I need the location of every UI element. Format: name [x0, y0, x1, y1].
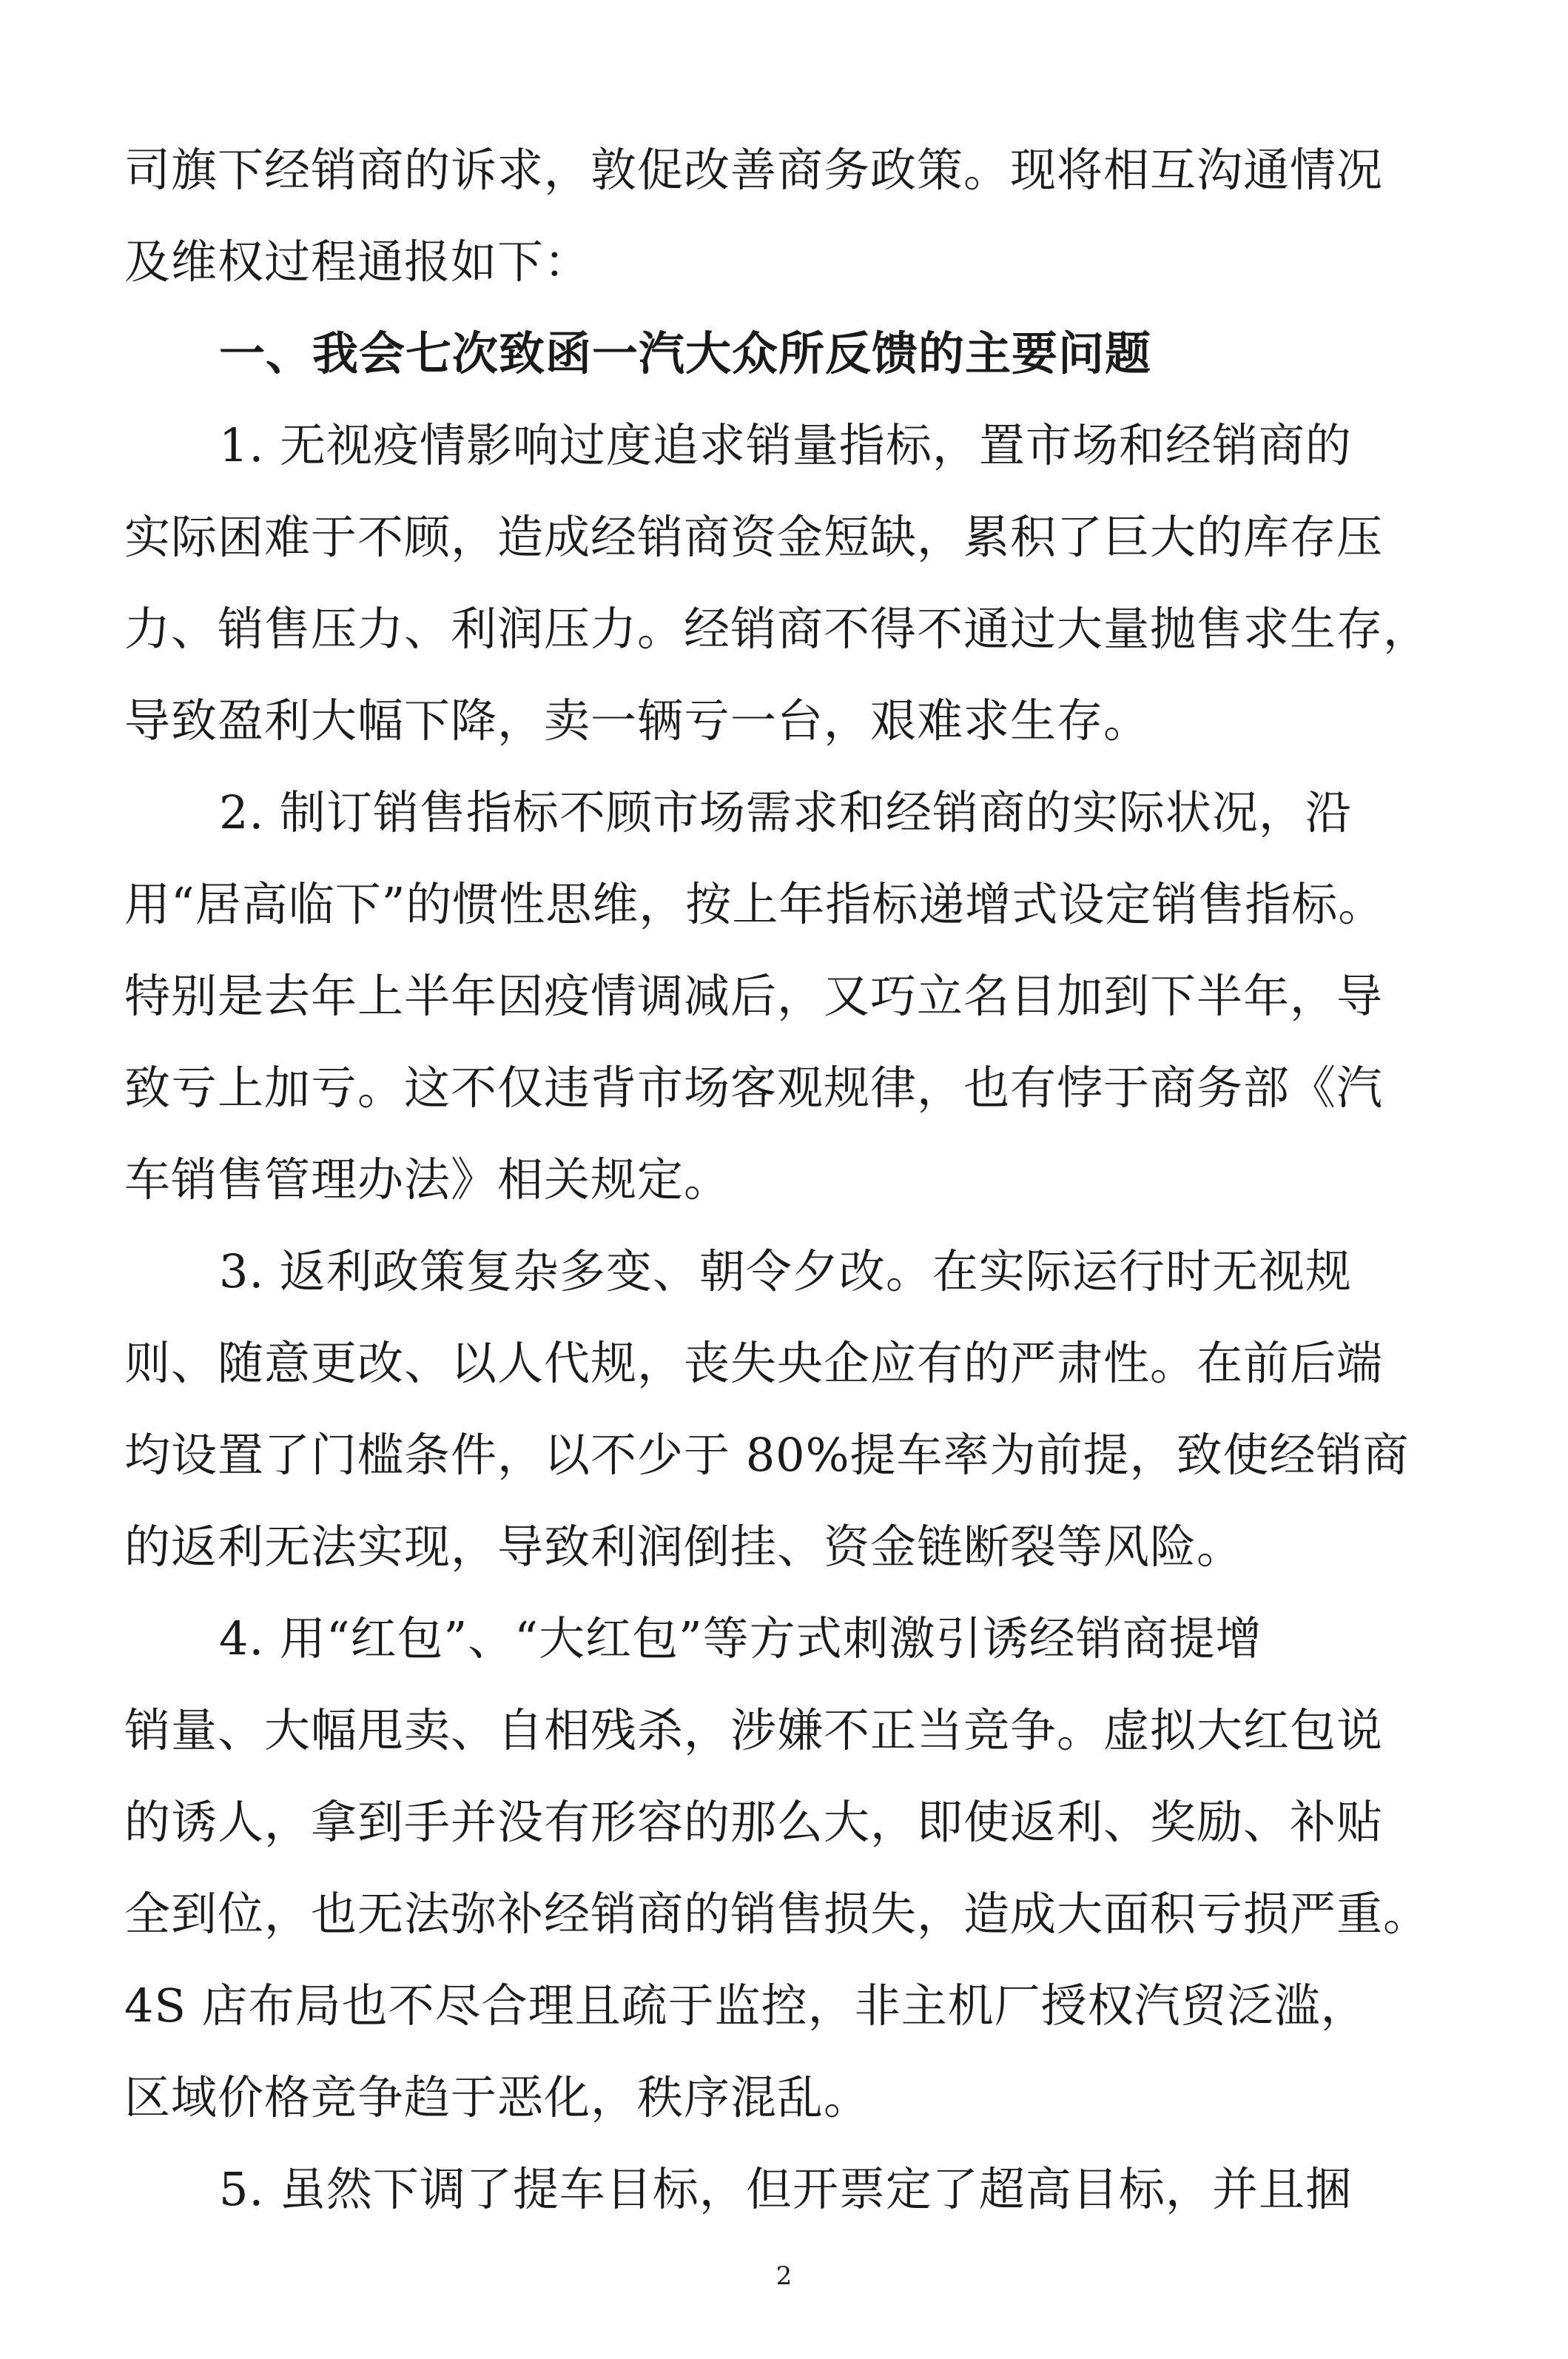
list-item-5-start: 5. 虽然下调了提车目标，但开票定了超高目标，并且捆	[219, 2162, 1352, 2216]
page-number: 2	[775, 2261, 793, 2291]
section-heading: 一、我会七次致函一汽大众所反馈的主要问题	[219, 326, 1152, 380]
list-item-3-start: 3. 返利政策复杂多变、朝令夕改。在实际运行时无视规	[219, 1244, 1352, 1298]
paragraph-line: 实际困难于不顾，造成经销商资金短缺，累积了巨大的库存压	[124, 510, 1384, 564]
list-item-1-start: 1. 无视疫情影响过度追求销量指标，置市场和经销商的	[219, 418, 1352, 472]
paragraph-line: 力、销售压力、利润压力。经销商不得不通过大量抛售求生存，	[124, 602, 1430, 656]
paragraph-line: 用“居高临下”的惯性思维，按上年指标递增式设定销售指标。	[124, 877, 1385, 931]
paragraph-line: 均设置了门槛条件，以不少于 80%提车率为前提，致使经销商	[124, 1428, 1410, 1482]
paragraph-line: 特别是去年上半年因疫情调减后，又巧立名目加到下半年，导	[124, 969, 1384, 1023]
paragraph-line: 4S 店布局也不尽合理且疏于监控，非主机厂授权汽贸泛滥，	[124, 1979, 1367, 2033]
paragraph-line: 司旗下经销商的诉求，敦促改善商务政策。现将相互沟通情况	[124, 143, 1384, 197]
paragraph-line: 的返利无法实现，导致利润倒挂、资金链断裂等风险。	[124, 1520, 1244, 1574]
paragraph-line: 导致盈利大幅下降，卖一辆亏一台，艰难求生存。	[124, 694, 1151, 748]
list-item-2-start: 2. 制订销售指标不顾市场需求和经销商的实际状况，沿	[219, 785, 1352, 839]
paragraph-line: 全到位，也无法弥补经销商的销售损失，造成大面积亏损严重。	[124, 1887, 1430, 1941]
list-item-4-start: 4. 用“红包”、“大红包”等方式刺激引诱经销商提增	[219, 1611, 1262, 1665]
paragraph-line: 则、随意更改、以人代规，丧失央企应有的严肃性。在前后端	[124, 1336, 1384, 1390]
paragraph-line: 车销售管理办法》相关规定。	[124, 1152, 731, 1207]
paragraph-line: 致亏上加亏。这不仅违背市场客观规律，也有悖于商务部《汽	[124, 1061, 1384, 1115]
paragraph-line: 区域价格竞争趋于恶化，秩序混乱。	[124, 2070, 871, 2124]
paragraph-line: 销量、大幅甩卖、自相残杀，涉嫌不正当竞争。虚拟大红包说	[124, 1703, 1384, 1757]
paragraph-line: 及维权过程通报如下：	[124, 235, 591, 289]
body-text	[124, 124, 1449, 2235]
paragraph-line: 的诱人，拿到手并没有形容的那么大，即使返利、奖励、补贴	[124, 1795, 1384, 1849]
